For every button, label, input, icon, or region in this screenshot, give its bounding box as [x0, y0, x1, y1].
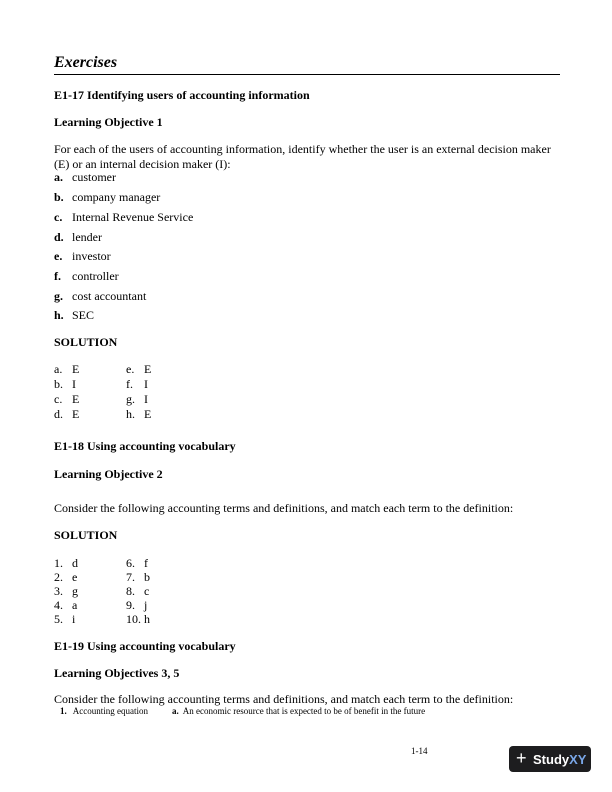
- list-item: e. investor: [54, 249, 111, 263]
- page-heading: Exercises: [54, 54, 560, 75]
- plus-icon: +: [516, 748, 527, 768]
- list-item: a. customer: [54, 170, 116, 184]
- solution-entry: g. I: [126, 392, 148, 406]
- solution-entry: 1. d: [54, 556, 78, 570]
- solution-entry: 3. g: [54, 584, 78, 598]
- solution-entry: 9. j: [126, 598, 148, 612]
- solution-entry: c. E: [54, 392, 80, 406]
- e19-title: E1-19 Using accounting vocabulary: [54, 639, 236, 653]
- list-item: g. cost accountant: [54, 289, 147, 303]
- studyxy-logo: [509, 746, 591, 772]
- solution-entry: 6. f: [126, 556, 148, 570]
- row-definition: An economic resource that is expected to be of benefit in the future: [182, 706, 426, 716]
- e18-instructions: Consider the following accounting terms and definitions, and match each term to the definition:: [54, 501, 514, 515]
- solution-entry: e. E: [126, 362, 152, 376]
- e18-solution-label: SOLUTION: [54, 528, 118, 542]
- e17-title: E1-17 Identifying users of accounting information: [54, 88, 310, 102]
- row-letter: a.: [171, 706, 179, 716]
- e18-title: E1-18 Using accounting vocabulary: [54, 439, 236, 453]
- list-item: b. company manager: [54, 190, 161, 204]
- solution-entry: 7. b: [126, 570, 150, 584]
- e19-objective: Learning Objectives 3, 5: [54, 666, 180, 680]
- solution-entry: 10. h: [126, 612, 150, 626]
- solution-entry: f. I: [126, 377, 148, 391]
- solution-entry: 5. i: [54, 612, 76, 626]
- list-item: f. controller: [54, 269, 119, 283]
- e18-objective: Learning Objective 2: [54, 467, 163, 481]
- list-item: d. lender: [54, 230, 102, 244]
- solution-entry: 8. c: [126, 584, 150, 598]
- solution-entry: d. E: [54, 407, 80, 421]
- solution-entry: h. E: [126, 407, 152, 421]
- logo-wordmark: StudyXY: [533, 752, 587, 767]
- e17-objective: Learning Objective 1: [54, 115, 163, 129]
- list-item: c. Internal Revenue Service: [54, 210, 194, 224]
- e17-instructions: For each of the users of accounting information, identify whether the user is an external decision maker (E) or an internal decision maker (I):: [54, 142, 551, 171]
- page: [54, 0, 560, 792]
- solution-entry: 2. e: [54, 570, 78, 584]
- row-number: 1.: [60, 706, 67, 716]
- e19-match-row: [60, 706, 425, 716]
- e17-solution-label: SOLUTION: [54, 335, 118, 349]
- e19-instructions: Consider the following accounting terms and definitions, and match each term to the definition:: [54, 692, 514, 706]
- list-item: h. SEC: [54, 308, 95, 322]
- solution-entry: b. I: [54, 377, 76, 391]
- page-number: 1-14: [411, 746, 428, 756]
- solution-entry: 4. a: [54, 598, 78, 612]
- solution-entry: a. E: [54, 362, 80, 376]
- row-term: Accounting equation: [72, 706, 148, 716]
